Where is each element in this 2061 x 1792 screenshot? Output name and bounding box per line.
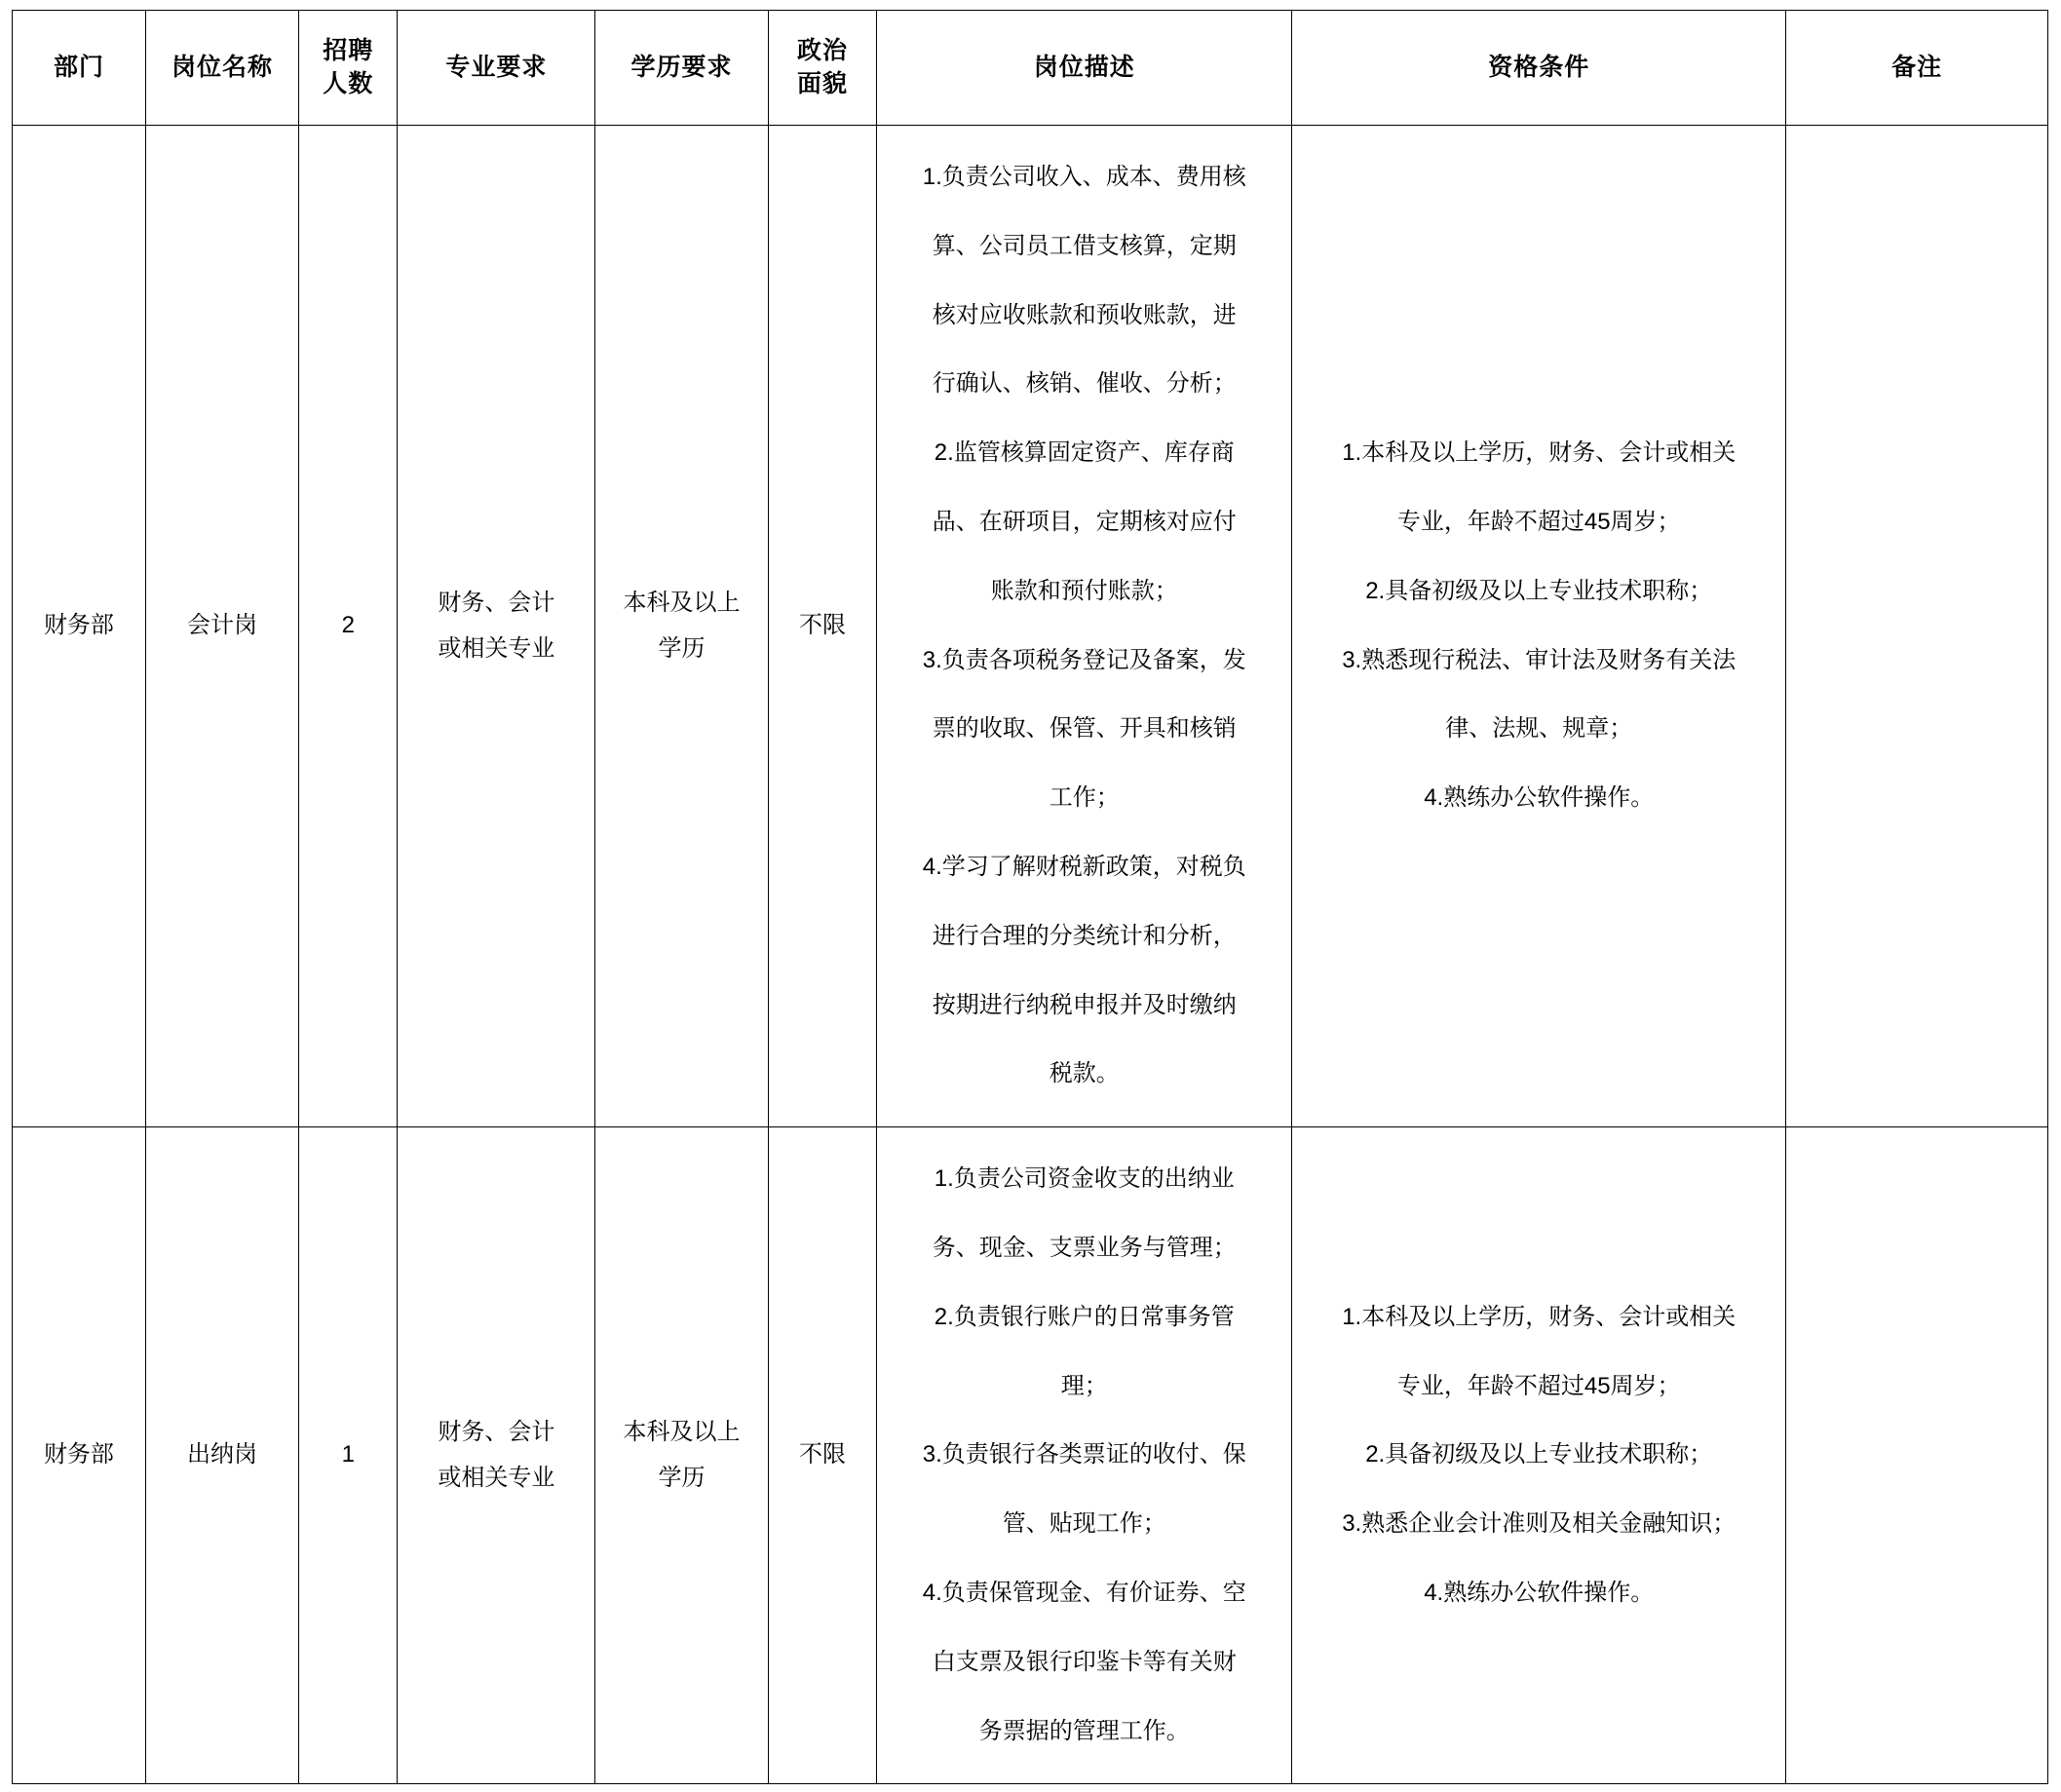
qualification-line: 1.本科及以上学历，财务、会计或相关 xyxy=(1342,1303,1737,1330)
description-line: 务、现金、支票业务与管理； xyxy=(932,1234,1237,1261)
description-line: 白支票及银行印鉴卡等有关财 xyxy=(932,1648,1237,1675)
cell-education-line1: 本科及以上 xyxy=(623,589,741,616)
description-line: 票的收取、保管、开具和核销 xyxy=(932,715,1237,743)
column-header-count-line1: 招聘 xyxy=(323,36,374,64)
qualification-line: 专业，年龄不超过45周岁； xyxy=(1396,508,1681,535)
column-header-remark: 备注 xyxy=(1786,11,2048,126)
cell-position: 会计岗 xyxy=(145,126,298,1127)
cell-education-line1: 本科及以上 xyxy=(623,1418,741,1445)
qualification-line: 4.熟练办公软件操作。 xyxy=(1424,1579,1655,1606)
qualification-line: 3.熟悉企业会计准则及相关金融知识； xyxy=(1342,1510,1737,1538)
column-header-description: 岗位描述 xyxy=(877,11,1292,126)
description-line: 3.负责银行各类票证的收付、保 xyxy=(922,1441,1246,1468)
cell-department: 财务部 xyxy=(13,126,146,1127)
table-header xyxy=(13,11,2048,126)
cell-major-line1: 财务、会计 xyxy=(438,589,555,616)
cell-count: 1 xyxy=(299,1127,398,1784)
table-row xyxy=(13,1127,2048,1784)
column-header-count-line2: 人数 xyxy=(323,69,374,97)
cell-major-line2: 或相关专业 xyxy=(438,634,555,662)
cell-major-line2: 或相关专业 xyxy=(438,1464,555,1491)
description-line: 核对应收账款和预收账款，进 xyxy=(932,301,1237,328)
description-line: 理； xyxy=(1060,1372,1108,1399)
cell-education-line2: 学历 xyxy=(658,1464,706,1491)
description-line: 4.负责保管现金、有价证券、空 xyxy=(922,1579,1246,1606)
cell-major xyxy=(398,126,595,1127)
description-line: 工作； xyxy=(1049,784,1120,812)
column-header-qualification: 资格条件 xyxy=(1292,11,1786,126)
cell-count: 2 xyxy=(299,126,398,1127)
description-line: 税款。 xyxy=(1049,1060,1120,1087)
column-header-politics-line1: 政治 xyxy=(797,36,849,64)
cell-education xyxy=(595,126,768,1127)
recruitment-table xyxy=(12,10,2048,1784)
description-line: 1.负责公司收入、成本、费用核 xyxy=(922,164,1246,190)
cell-position: 出纳岗 xyxy=(145,1127,298,1784)
column-header-count xyxy=(299,11,398,126)
cell-education xyxy=(595,1127,768,1784)
description-line: 行确认、核销、催收、分析； xyxy=(932,370,1237,398)
qualification-line: 2.具备初级及以上专业技术职称； xyxy=(1365,1441,1713,1468)
cell-remark xyxy=(1786,1127,2048,1784)
table-body xyxy=(13,126,2048,1784)
qualification-line: 3.熟悉现行税法、审计法及财务有关法 xyxy=(1342,646,1737,673)
description-line: 3.负责各项税务登记及备案，发 xyxy=(922,646,1246,673)
description-line: 按期进行纳税申报并及时缴纳 xyxy=(932,991,1237,1018)
column-header-politics xyxy=(768,11,877,126)
table-row xyxy=(13,126,2048,1127)
column-header-position: 岗位名称 xyxy=(145,11,298,126)
cell-education-line2: 学历 xyxy=(658,634,706,662)
qualification-line: 1.本科及以上学历，财务、会计或相关 xyxy=(1342,439,1737,467)
column-header-politics-line2: 面貌 xyxy=(797,69,849,97)
cell-department: 财务部 xyxy=(13,1127,146,1784)
description-line: 务票据的管理工作。 xyxy=(978,1717,1190,1744)
description-line: 管、贴现工作； xyxy=(1002,1510,1166,1538)
cell-remark xyxy=(1786,126,2048,1127)
column-header-major: 专业要求 xyxy=(398,11,595,126)
description-line: 品、在研项目，定期核对应付 xyxy=(932,508,1237,535)
column-header-department: 部门 xyxy=(13,11,146,126)
qualification-line: 律、法规、规章； xyxy=(1445,715,1633,743)
description-line: 1.负责公司资金收支的出纳业 xyxy=(934,1165,1235,1193)
description-line: 算、公司员工借支核算，定期 xyxy=(932,232,1237,259)
description-line: 进行合理的分类统计和分析， xyxy=(932,922,1237,949)
cell-description xyxy=(877,126,1292,1127)
description-line: 账款和预付账款； xyxy=(990,577,1178,604)
cell-description xyxy=(877,1127,1292,1784)
cell-politics: 不限 xyxy=(768,126,877,1127)
qualification-line: 2.具备初级及以上专业技术职称； xyxy=(1365,577,1713,604)
qualification-line: 4.熟练办公软件操作。 xyxy=(1424,784,1655,812)
cell-qualification xyxy=(1292,1127,1786,1784)
table-header-row xyxy=(13,11,2048,126)
description-line: 4.学习了解财税新政策，对税负 xyxy=(922,853,1246,880)
column-header-education: 学历要求 xyxy=(595,11,768,126)
cell-qualification xyxy=(1292,126,1786,1127)
cell-major xyxy=(398,1127,595,1784)
cell-politics: 不限 xyxy=(768,1127,877,1784)
cell-major-line1: 财务、会计 xyxy=(438,1418,555,1445)
description-line: 2.监管核算固定资产、库存商 xyxy=(934,439,1235,467)
qualification-line: 专业，年龄不超过45周岁； xyxy=(1396,1372,1681,1399)
description-line: 2.负责银行账户的日常事务管 xyxy=(934,1303,1235,1330)
